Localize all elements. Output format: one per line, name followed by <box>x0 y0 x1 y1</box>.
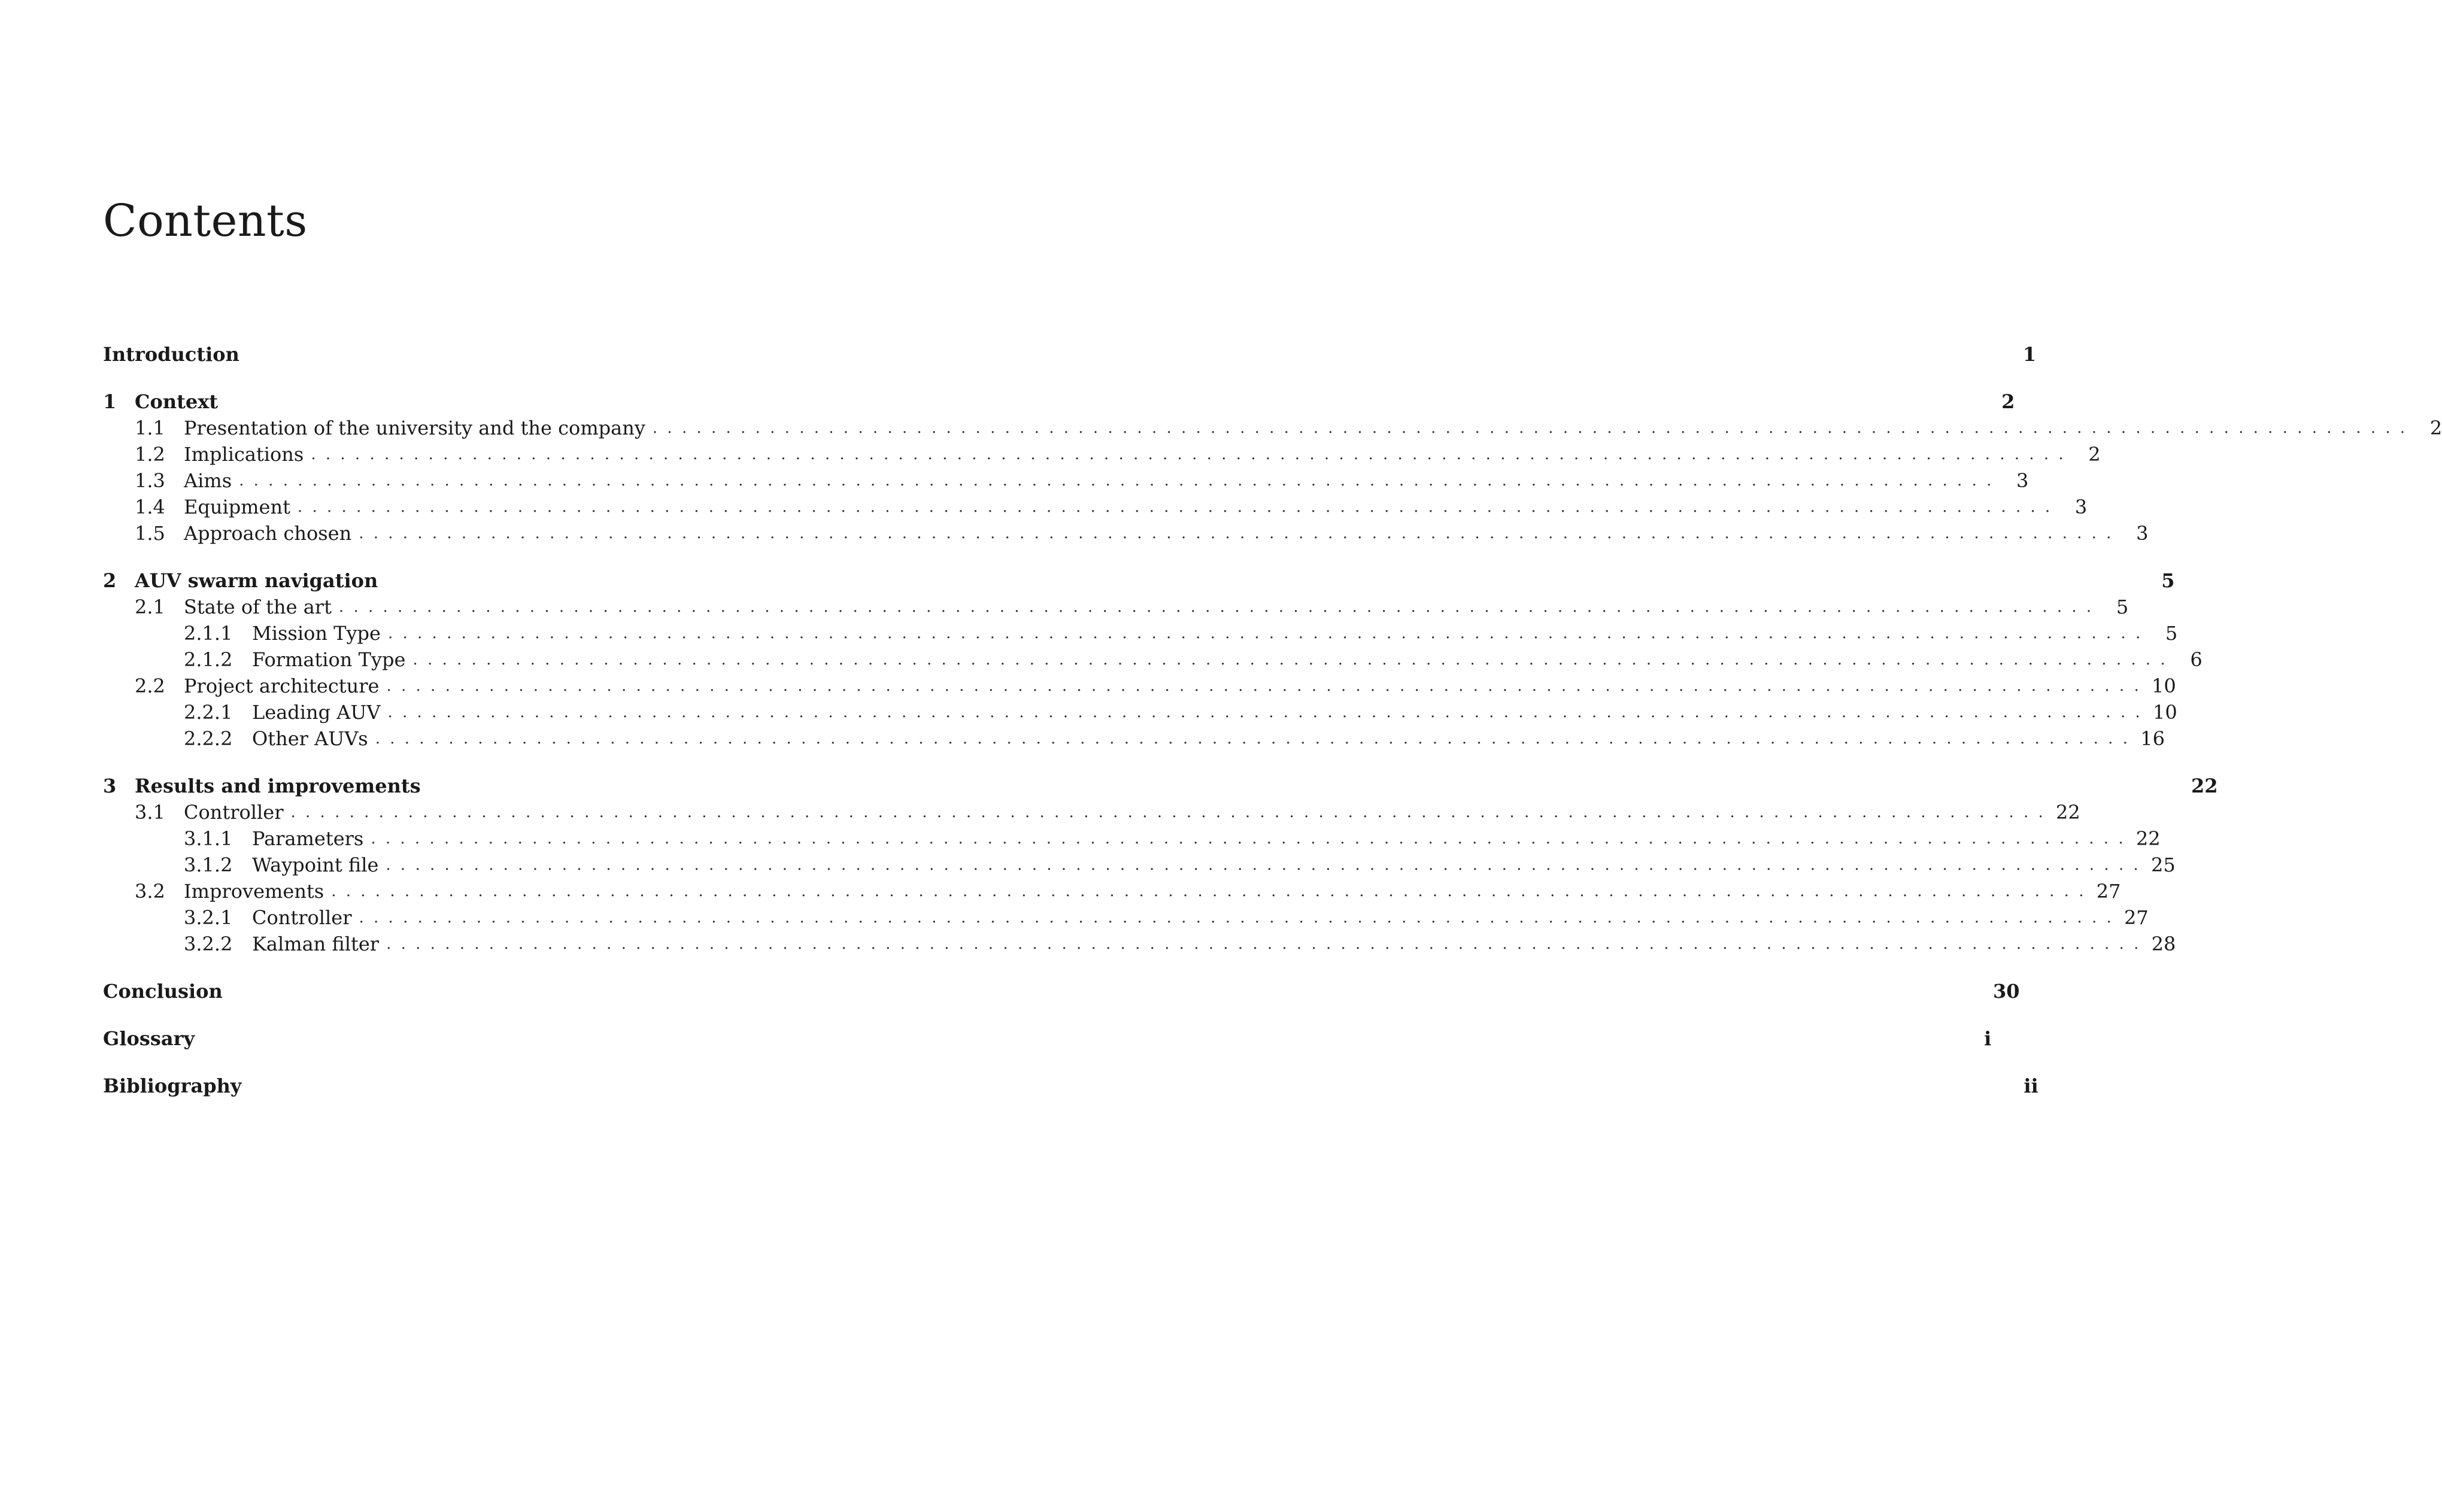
toc-entry-number: 3.1.1 <box>184 827 233 850</box>
toc-entry-number: 2.1 <box>135 596 165 618</box>
toc-entry-number: 3.1 <box>135 801 165 824</box>
toc-page-number: 22 <box>2135 827 2161 850</box>
toc-entry-title: Aims <box>184 469 232 492</box>
toc-entry-title: Kalman filter <box>252 933 380 955</box>
toc-entry-number: 3.1.2 <box>184 854 233 876</box>
toc-section-entry[interactable] <box>103 520 2149 546</box>
toc-entry-title: Waypoint file <box>252 854 379 876</box>
toc-entry-number: 1.1 <box>135 417 165 439</box>
toc-entry-number: 2.2.1 <box>184 701 233 724</box>
toc-dot-leader: . . . . . . . . . . . . . . . . . . . . . . . . . . . . . . . . . . . . . . . . . . . . . . . . . . . . . . . . . . . . . . . . . . . . . . . . . . . . . . . . . . . . . . . . . . . . . . . . . . . . . . . . . . . . . . . . . . . . . . . . <box>297 498 2050 516</box>
toc-page-number: 10 <box>2152 701 2177 724</box>
toc-section-entry[interactable] <box>103 646 2203 673</box>
toc-entry-number: 1.4 <box>135 496 165 518</box>
toc-entry-number: 1 <box>103 390 117 413</box>
toc-entry-number: 1.2 <box>135 443 165 466</box>
toc-page-number: 28 <box>2151 933 2176 955</box>
toc-dot-leader: . . . . . . . . . . . . . . . . . . . . . . . . . . . . . . . . . . . . . . . . . . . . . . . . . . . . . . . . . . . . . . . . . . . . . . . . . . . . . . . . . . . . . . . . . . . . . . . . . . . . . . . . . . . . . . . . . . . . . . . . <box>386 677 2139 695</box>
toc-entry-title: Bibliography <box>103 1074 242 1097</box>
toc-entry-title: Controller <box>184 801 284 824</box>
toc-section-entry[interactable] <box>103 725 2165 752</box>
toc-dot-leader: . . . . . . . . . . . . . . . . . . . . . . . . . . . . . . . . . . . . . . . . . . . . . . . . . . . . . . . . . . . . . . . . . . . . . . . . . . . . . . . . . . . . . . . . . . . . . . . . . . . . . . . . . . . . . . . . . . . . . . . . <box>290 803 2043 821</box>
toc-entry-title: Conclusion <box>103 980 223 1003</box>
toc-dot-leader: . . . . . . . . . . . . . . . . . . . . . . . . . . . . . . . . . . . . . . . . . . . . . . . . . . . . . . . . . . . . . . . . . . . . . . . . . . . . . . . . . . . . . . . . . . . . . . . . . . . . . . . . . . . . . . . . . . . . . . . . <box>387 624 2141 642</box>
toc-page-number: 5 <box>2161 569 2175 592</box>
toc-section-entry[interactable] <box>103 467 2029 494</box>
toc-dot-leader: . . . . . . . . . . . . . . . . . . . . . . . . . . . . . . . . . . . . . . . . . . . . . . . . . . . . . . . . . . . . . . . . . . . . . . . . . . . . . . . . . . . . . . . . . . . . . . . . . . . . . . . . . . . . . . . . . . . . . . . . <box>239 472 1992 490</box>
toc-chapter-entry[interactable] <box>103 341 2037 368</box>
toc-dot-leader: . . . . . . . . . . . . . . . . . . . . . . . . . . . . . . . . . . . . . . . . . . . . . . . . . . . . . . . . . . . . . . . . . . . . . . . . . . . . . . . . . . . . . . . . . . . . . . . . . . . . . . . . . . . . . . . . . . . . . . . . <box>331 882 2084 900</box>
toc-page-number: 5 <box>2116 596 2129 618</box>
toc-dot-leader: . . . . . . . . . . . . . . . . . . . . . . . . . . . . . . . . . . . . . . . . . . . . . . . . . . . . . . . . . . . . . . . . . . . . . . . . . . . . . . . . . . . . . . . . . . . . . . . . . . . . . . . . . . . . . . . . . . . . . . . . <box>375 730 2128 748</box>
toc-dot-leader: . . . . . . . . . . . . . . . . . . . . . . . . . . . . . . . . . . . . . . . . . . . . . . . . . . . . . . . . . . . . . . . . . . . . . . . . . . . . . . . . . . . . . . . . . . . . . . . . . . . . . . . . . . . . . . . . . . . . . . . . <box>359 524 2112 542</box>
toc-section-entry[interactable] <box>103 904 2149 931</box>
toc-dot-leader: . . . . . . . . . . . . . . . . . . . . . . . . . . . . . . . . . . . . . . . . . . . . . . . . . . . . . . . . . . . . . . . . . . . . . . . . . . . . . . . . . . . . . . . . . . . . . . . . . . . . . . . . . . . . . . . . . . . . . . . . <box>412 651 2165 669</box>
toc-entry-number: 3.2.2 <box>184 933 233 955</box>
toc-entry-title: Presentation of the university and the company <box>184 417 645 439</box>
toc-chapter-entry[interactable] <box>103 1025 1992 1052</box>
toc-page-number: 2 <box>2088 443 2101 466</box>
toc-page-number: 1 <box>2022 343 2037 366</box>
toc-entry-title: Glossary <box>103 1027 195 1050</box>
toc-entry-title: State of the art <box>184 596 332 618</box>
toc-section-entry[interactable] <box>103 620 2178 646</box>
toc-page-number: 3 <box>2074 496 2088 518</box>
toc-chapter-entry[interactable] <box>103 773 2218 799</box>
toc-chapter-entry[interactable] <box>103 388 2015 415</box>
toc-entry-title: Other AUVs <box>252 727 368 750</box>
toc-dot-leader: . . . . . . . . . . . . . . . . . . . . . . . . . . . . . . . . . . . . . . . . . . . . . . . . . . . . . . . . . . . . . . . . . . . . . . . . . . . . . . . . . . . . . . . . . . . . . . . . . . . . . . . . . . . . . . . . . . . . . . . . <box>359 909 2112 927</box>
toc-entry-number: 2 <box>103 569 117 592</box>
toc-section-entry[interactable] <box>103 441 2101 467</box>
toc-dot-leader: . . . . . . . . . . . . . . . . . . . . . . . . . . . . . . . . . . . . . . . . . . . . . . . . . . . . . . . . . . . . . . . . . . . . . . . . . . . . . . . . . . . . . . . . . . . . . . . . . . . . . . . . . . . . . . . . . . . . . . . . <box>371 830 2124 848</box>
toc-entry-title: Improvements <box>184 880 324 903</box>
toc-page-number: 27 <box>2124 906 2149 929</box>
toc-page-number: 27 <box>2096 880 2121 903</box>
toc-entry-title: Leading AUV <box>252 701 381 724</box>
toc-section-entry[interactable] <box>103 494 2088 520</box>
toc-entry-number: 3 <box>103 775 117 797</box>
toc-entry-title: Implications <box>184 443 304 466</box>
toc-entry-title: Controller <box>252 906 352 929</box>
toc-chapter-entry[interactable] <box>103 1073 2038 1099</box>
toc-entry-title: Project architecture <box>184 675 380 697</box>
toc-section-entry[interactable] <box>103 415 2442 441</box>
toc-section-entry[interactable] <box>103 673 2176 699</box>
toc-page-number: 22 <box>2191 775 2218 797</box>
document-page <box>103 0 2442 1512</box>
toc-entry-number: 2.1.2 <box>184 648 233 671</box>
toc-entry-title: Introduction <box>103 343 239 366</box>
toc-section-entry[interactable] <box>103 878 2121 904</box>
table-of-contents <box>103 341 2442 1099</box>
toc-page-number: 16 <box>2140 727 2165 750</box>
toc-page-number: 6 <box>2190 648 2203 671</box>
toc-page-number: 2 <box>2429 417 2442 439</box>
toc-entry-number: 2.1.1 <box>184 622 233 645</box>
toc-page-number: 22 <box>2056 801 2080 824</box>
toc-dot-leader: . . . . . . . . . . . . . . . . . . . . . . . . . . . . . . . . . . . . . . . . . . . . . . . . . . . . . . . . . . . . . . . . . . . . . . . . . . . . . . . . . . . . . . . . . . . . . . . . . . . . . . . . . . . . . . . . . . . . . . . . <box>652 419 2405 437</box>
toc-entry-number: 3.2 <box>135 880 165 903</box>
toc-page-number: 2 <box>2001 390 2015 413</box>
toc-entry-title: Formation Type <box>252 648 406 671</box>
toc-section-entry[interactable] <box>103 594 2129 620</box>
toc-entry-number: 1.3 <box>135 469 165 492</box>
toc-entry-number: 1.5 <box>135 522 165 545</box>
toc-entry-title: Results and improvements <box>135 775 421 797</box>
toc-dot-leader: . . . . . . . . . . . . . . . . . . . . . . . . . . . . . . . . . . . . . . . . . . . . . . . . . . . . . . . . . . . . . . . . . . . . . . . . . . . . . . . . . . . . . . . . . . . . . . . . . . . . . . . . . . . . . . . . . . . . . . . . <box>387 703 2140 721</box>
toc-page-number: 3 <box>2136 522 2149 545</box>
toc-page-number: 5 <box>2165 622 2178 645</box>
toc-entry-title: Context <box>135 390 219 413</box>
toc-page-number: 30 <box>1993 980 2020 1003</box>
toc-section-entry[interactable] <box>103 825 2161 852</box>
toc-dot-leader: . . . . . . . . . . . . . . . . . . . . . . . . . . . . . . . . . . . . . . . . . . . . . . . . . . . . . . . . . . . . . . . . . . . . . . . . . . . . . . . . . . . . . . . . . . . . . . . . . . . . . . . . . . . . . . . . . . . . . . . . <box>386 935 2139 953</box>
toc-entry-number: 2.2 <box>135 675 165 697</box>
toc-entry-title: AUV swarm navigation <box>135 569 378 592</box>
toc-page-number: i <box>1984 1027 1992 1050</box>
page-title: Contents <box>103 195 308 247</box>
toc-entry-title: Equipment <box>184 496 290 518</box>
toc-entry-title: Mission Type <box>252 622 381 645</box>
toc-chapter-entry[interactable] <box>103 567 2175 594</box>
toc-entry-number: 2.2.2 <box>184 727 233 750</box>
toc-page-number: ii <box>2024 1074 2038 1097</box>
toc-dot-leader: . . . . . . . . . . . . . . . . . . . . . . . . . . . . . . . . . . . . . . . . . . . . . . . . . . . . . . . . . . . . . . . . . . . . . . . . . . . . . . . . . . . . . . . . . . . . . . . . . . . . . . . . . . . . . . . . . . . . . . . . <box>311 445 2064 463</box>
toc-page-number: 10 <box>2152 675 2176 697</box>
toc-section-entry[interactable] <box>103 699 2177 725</box>
toc-page-number: 3 <box>2016 469 2029 492</box>
toc-page-number: 25 <box>2150 854 2176 876</box>
toc-dot-leader: . . . . . . . . . . . . . . . . . . . . . . . . . . . . . . . . . . . . . . . . . . . . . . . . . . . . . . . . . . . . . . . . . . . . . . . . . . . . . . . . . . . . . . . . . . . . . . . . . . . . . . . . . . . . . . . . . . . . . . . . <box>386 856 2138 874</box>
toc-section-entry[interactable] <box>103 852 2176 878</box>
toc-section-entry[interactable] <box>103 799 2080 825</box>
toc-section-entry[interactable] <box>103 931 2176 957</box>
toc-entry-number: 3.2.1 <box>184 906 233 929</box>
toc-entry-title: Approach chosen <box>184 522 352 545</box>
toc-dot-leader: . . . . . . . . . . . . . . . . . . . . . . . . . . . . . . . . . . . . . . . . . . . . . . . . . . . . . . . . . . . . . . . . . . . . . . . . . . . . . . . . . . . . . . . . . . . . . . . . . . . . . . . . . . . . . . . . . . . . . . . . <box>338 598 2092 616</box>
toc-chapter-entry[interactable] <box>103 978 2020 1004</box>
toc-entry-title: Parameters <box>252 827 364 850</box>
